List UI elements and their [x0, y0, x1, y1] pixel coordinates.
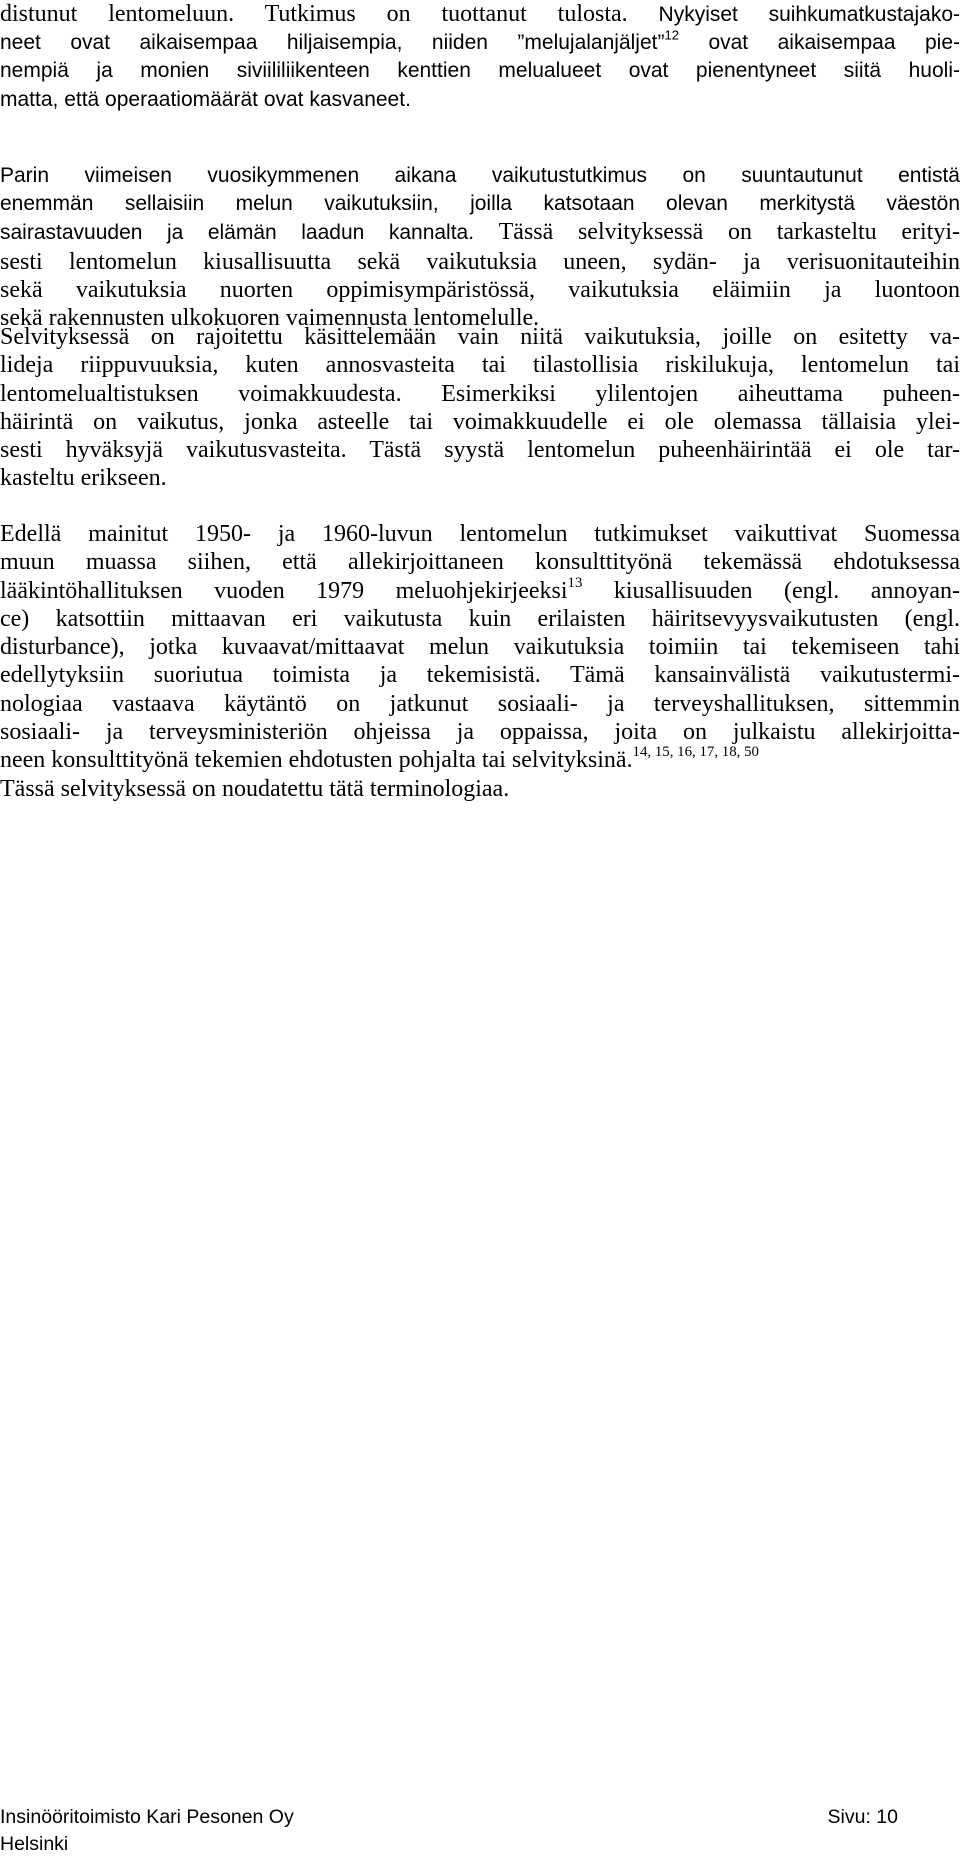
text-line: sekä vaikutuksia nuorten oppimisympäristössä, vaikutuksia eläimiin ja luontoon	[0, 276, 960, 303]
text-line: Parin viimeisen vuosikymmenen aikana vaikutustutkimus on suuntautunut entistä	[0, 164, 960, 187]
text-line: lentomelualtistuksen voimakkuudesta. Esimerkiksi ylilentojen aiheuttama puheen-	[0, 380, 960, 407]
text-line	[0, 0, 960, 29]
text-line	[0, 29, 960, 57]
text-line: Tässä selvityksessä on noudatettu tätä terminologiaa.	[0, 775, 510, 802]
footer-company: Insinööritoimisto Kari Pesonen Oy	[0, 1806, 294, 1828]
text-line: sesti lentomelun kiusallisuutta sekä vaikutuksia uneen, sydän- ja verisuonitauteihin	[0, 248, 960, 275]
text-line: sesti hyväksyjä vaikutusvasteita. Tästä syystä lentomelun puheenhäirintää ei ole tar-	[0, 437, 960, 464]
paragraph-2	[0, 162, 960, 333]
footer-page-number: Sivu: 10	[827, 1806, 898, 1828]
footer-row	[0, 1831, 960, 1858]
text-span: kiusallisuuden (engl. annoyan-	[582, 577, 960, 604]
text-line: lideja riippuvuuksia, kuten annosvasteita tai tilastollisia riskilukuja, lentomelun tai	[0, 352, 960, 379]
text-line: nempiä ja monien siviililiikenteen kenttien melualueet ovat pienentyneet siitä huoli-	[0, 59, 960, 83]
text-span: neen konsulttityönä tekemien ehdotusten pohjalta tai selvityksinä.	[0, 747, 633, 774]
text-span: distunut lentomeluun. Tutkimus on tuottanut tulosta.	[0, 1, 659, 27]
text-span: ovat aikaisempaa pie-	[678, 31, 960, 55]
text-line: edellytyksiin suoriutua toimista ja tekemisistä. Tämä kansainvälistä vaikutustermi-	[0, 662, 960, 689]
text-line: Selvityksessä on rajoitettu käsittelemään vain niitä vaikutuksia, joille on esitetty va-	[0, 324, 960, 350]
text-span: sairastavuuden ja elämän laadun kannalta.	[0, 221, 499, 245]
footnote-ref: 13	[567, 576, 583, 591]
text-line: sekä rakennusten ulkokuoren vaimennusta lentomelulle.	[0, 305, 540, 332]
text-span: lääkintöhallituksen vuoden 1979 meluohjekirjeeksi	[0, 577, 568, 604]
text-line: enemmän sellaisiin melun vaikutuksiin, joilla katsotaan olevan merkitystä väestön	[0, 192, 960, 216]
text-line: häirintä on vaikutus, jonka asteelle tai voimakkuudelle ei ole olemassa tällaisia ylei-	[0, 408, 960, 435]
text-line: disturbance), jotka kuvaavat/mittaavat melun vaikutuksia toimiin tai tekemiseen tahi	[0, 634, 960, 661]
text-line: Edellä mainitut 1950- ja 1960-luvun lentomelun tutkimukset vaikuttivat Suomessa	[0, 521, 960, 547]
footnote-ref: 12	[664, 29, 679, 43]
text-line	[0, 218, 960, 247]
text-line: kasteltu erikseen.	[0, 465, 167, 492]
footer-row	[0, 1804, 960, 1831]
text-span: neet ovat aikaisempaa hiljaisempia, niiden ”melujalanjäljet”	[0, 31, 665, 55]
text-span: Nykyiset suihkumatkustajako-	[658, 3, 960, 26]
text-line: nologiaa vastaava käytäntö on jatkunut sosiaali- ja terveyshallituksen, sittemmin	[0, 690, 960, 717]
text-line: matta, että operaatiomäärät ovat kasvaneet.	[0, 87, 411, 111]
text-span: Tässä selvityksessä on tarkasteltu erityi-	[498, 219, 960, 246]
footer-city: Helsinki	[0, 1833, 69, 1855]
paragraph-1	[0, 0, 960, 114]
paragraph-4	[0, 520, 960, 803]
text-line	[0, 577, 960, 605]
footnote-ref: 14, 15, 16, 17, 18, 50	[632, 746, 759, 761]
text-line: ce) katsottiin mittaavan eri vaikutusta kuin erilaisten häiritsevyysvaikutusten (engl.	[0, 605, 960, 632]
paragraph-3	[0, 323, 960, 493]
page-footer	[0, 1804, 960, 1858]
text-line	[0, 746, 960, 774]
text-line: sosiaali- ja terveysministeriön ohjeissa ja oppaissa, joita on julkaistu allekirjoitta-	[0, 719, 960, 746]
text-line: muun muassa siihen, että allekirjoittaneen konsulttityönä tekemässä ehdotuksessa	[0, 549, 960, 576]
